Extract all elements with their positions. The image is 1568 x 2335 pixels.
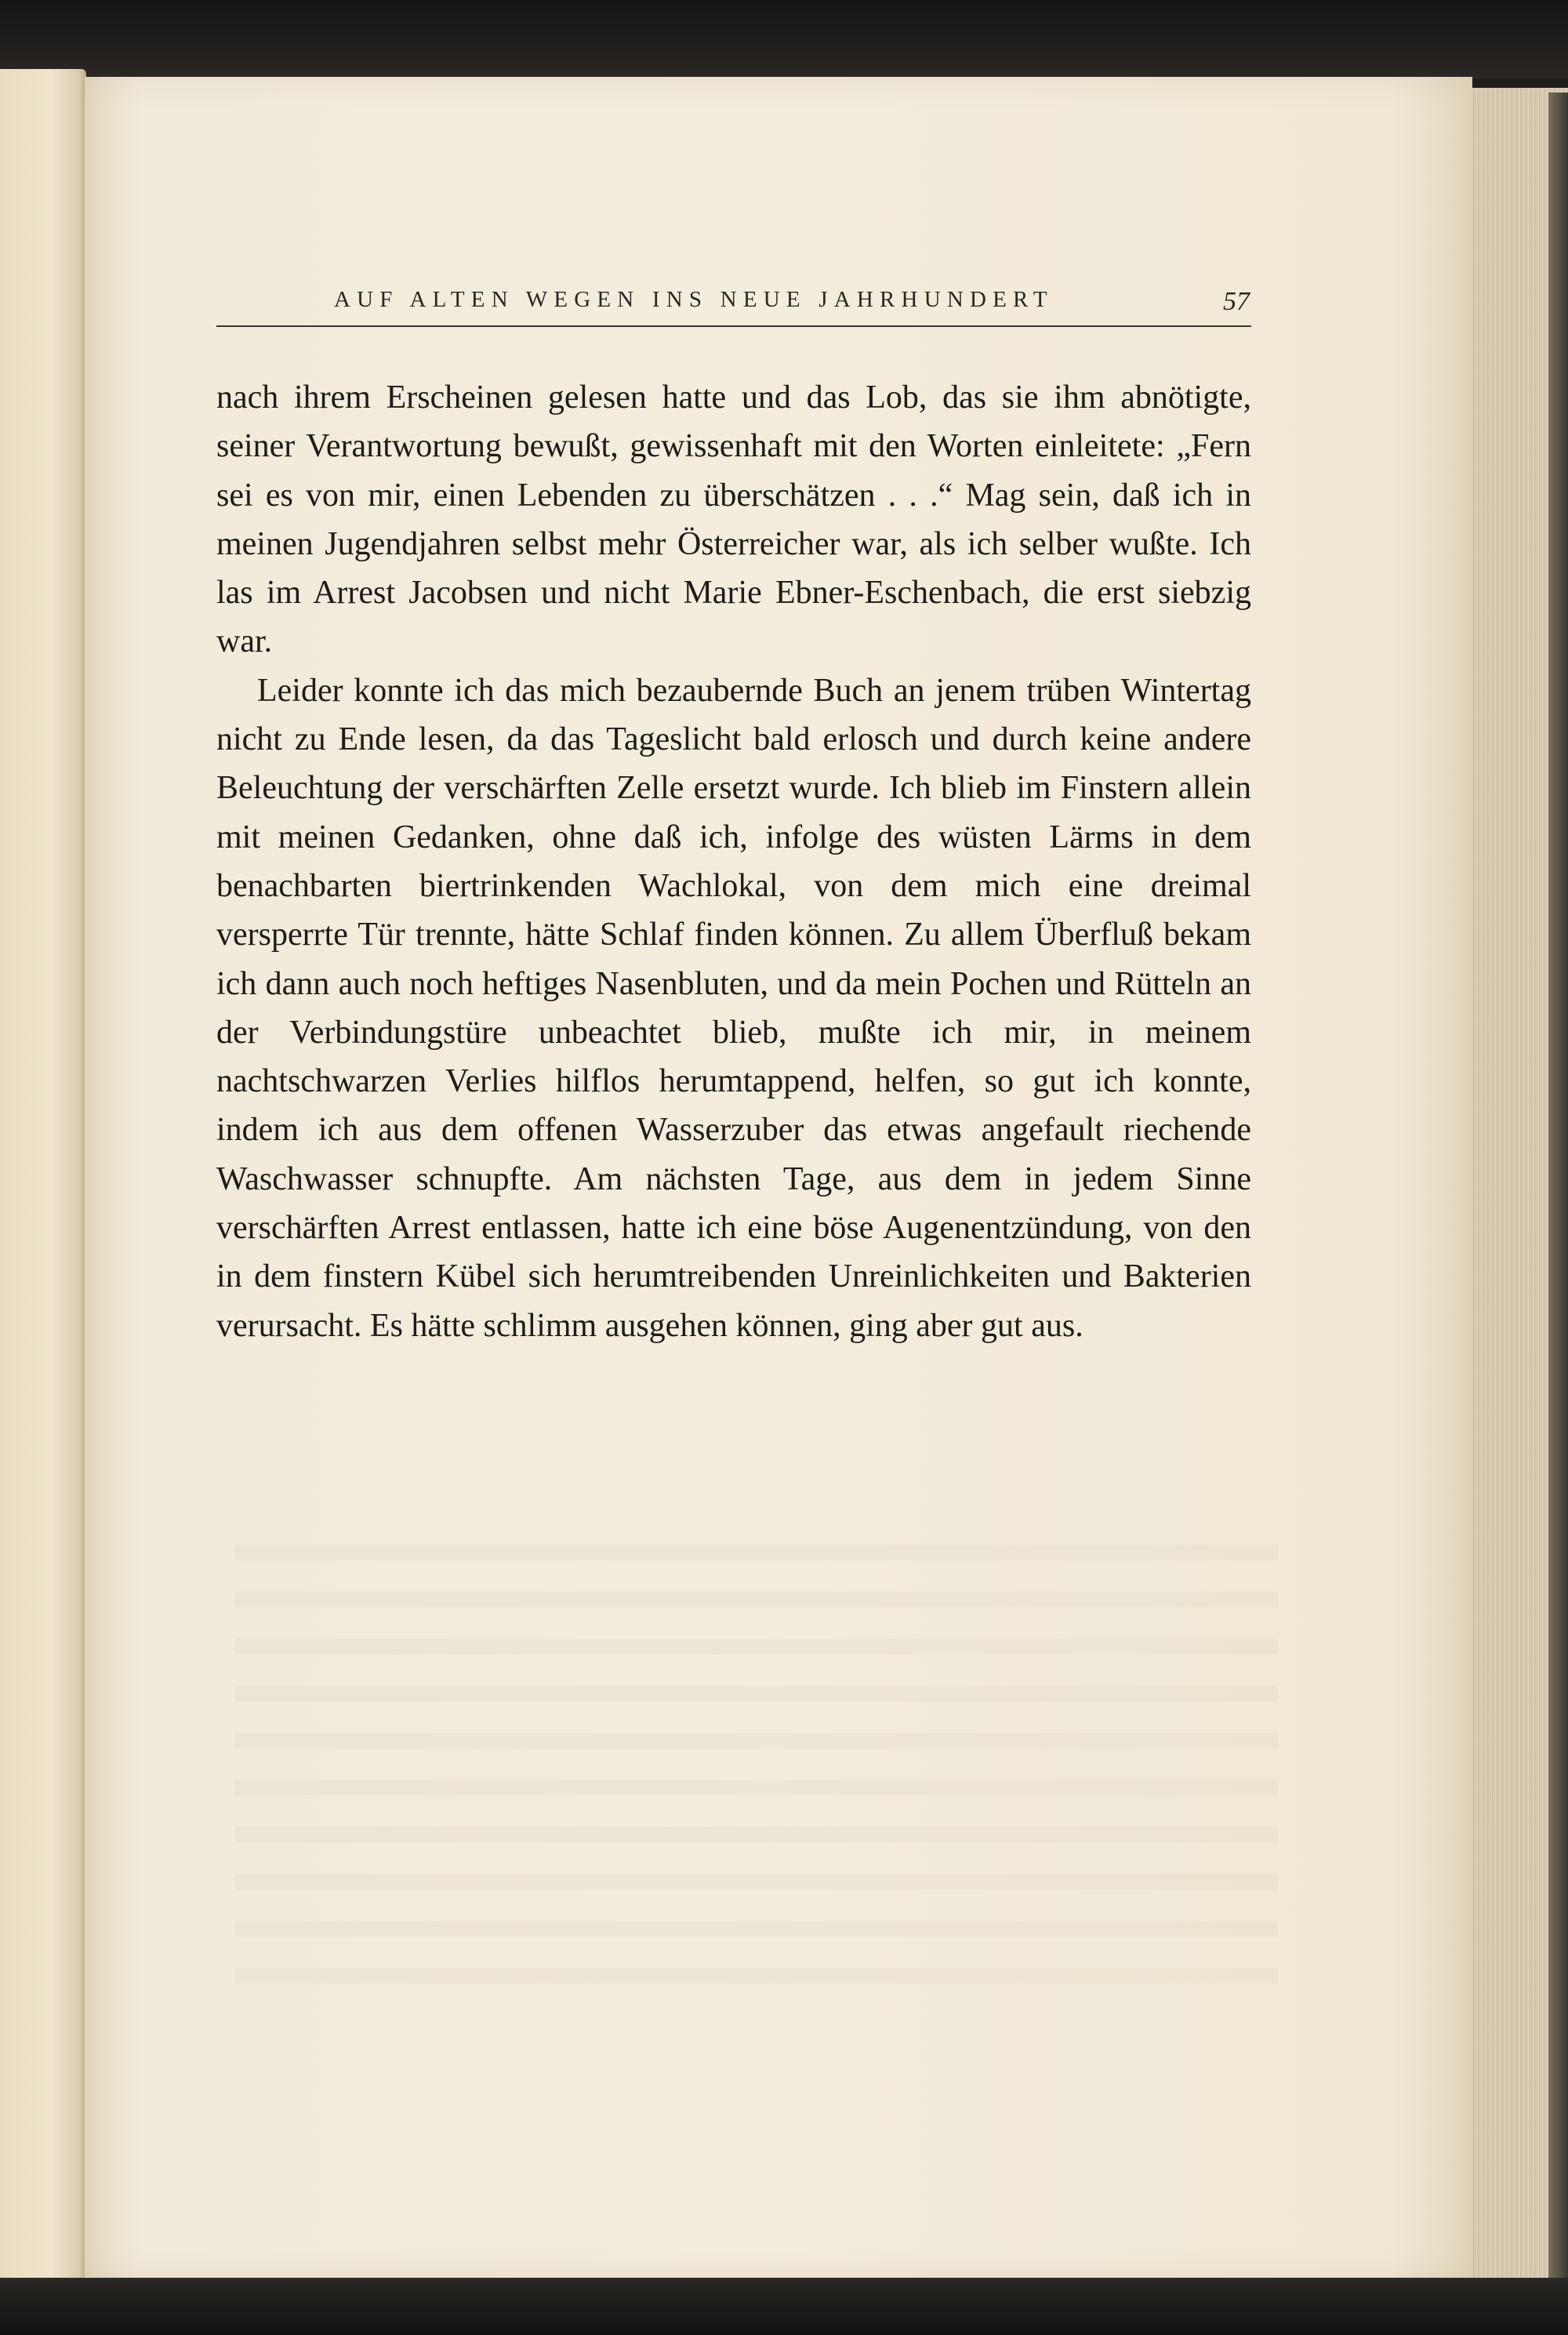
body-text: [216, 373, 1251, 1350]
cover-edge: [1548, 93, 1568, 2280]
show-through-shading: [235, 1513, 1278, 1999]
running-head-title: AUF ALTEN WEGEN INS NEUE JAHRHUNDERT: [334, 287, 1054, 312]
page-number: 57: [1223, 287, 1250, 316]
facing-page-edge: [0, 69, 86, 2286]
header-rule: [216, 325, 1251, 327]
paragraph-2: Leider konnte ich das mich bezaubernde Buch an jenem trüben Wintertag nicht zu Ende lesen, da das Tageslicht bald erlosch und durch keine andere Beleuchtung der verschärften Zelle ersetzt wurde. Ich blieb im Finstern allein mit meinen Gedanken, ohne daß ich, infolge des wüsten Lärms in dem benachbarten biertrinkenden Wachlokal, von dem mich eine dreimal versperrte Tür trennte, hätte Schlaf finden können. Zu allem Überfluß bekam ich dann auch noch heftiges Nasenbluten, und da mein Pochen und Rütteln an der Verbindungstüre unbeachtet blieb, mußte ich mir, in meinem nachtschwarzen Verlies hilflos herumtappend, helfen, so gut ich konnte, indem ich aus dem offenen Wasserzuber das etwas angefault riechende Waschwasser schnupfte. Am nächsten Tage, aus dem in jedem Sinne verschärften Arrest entlassen, hatte ich eine böse Augenentzündung, von den in dem finstern Kübel sich herumtreibenden Unreinlichkeiten und Bakterien verursacht. Es hätte schlimm ausgehen können, ging aber gut aus.: [216, 672, 1251, 1344]
background-top: [0, 0, 1568, 78]
running-head: [216, 287, 1251, 326]
paragraph-1: nach ihrem Erscheinen gelesen hatte und das Lob, das sie ihm abnötigte, seiner Verantwortung bewußt, gewissenhaft mit den Worten einleitete: „Fern sei es von mir, einen Lebenden zu überschätzen . . .“ Mag sein, daß ich in meinen Jugendjahren selbst mehr Österreicher war, als ich selber wußte. Ich las im Arrest Jacobsen und nicht Marie Ebner-Eschenbach, die erst siebzig war.: [216, 379, 1251, 660]
background-bottom: [0, 2278, 1568, 2335]
